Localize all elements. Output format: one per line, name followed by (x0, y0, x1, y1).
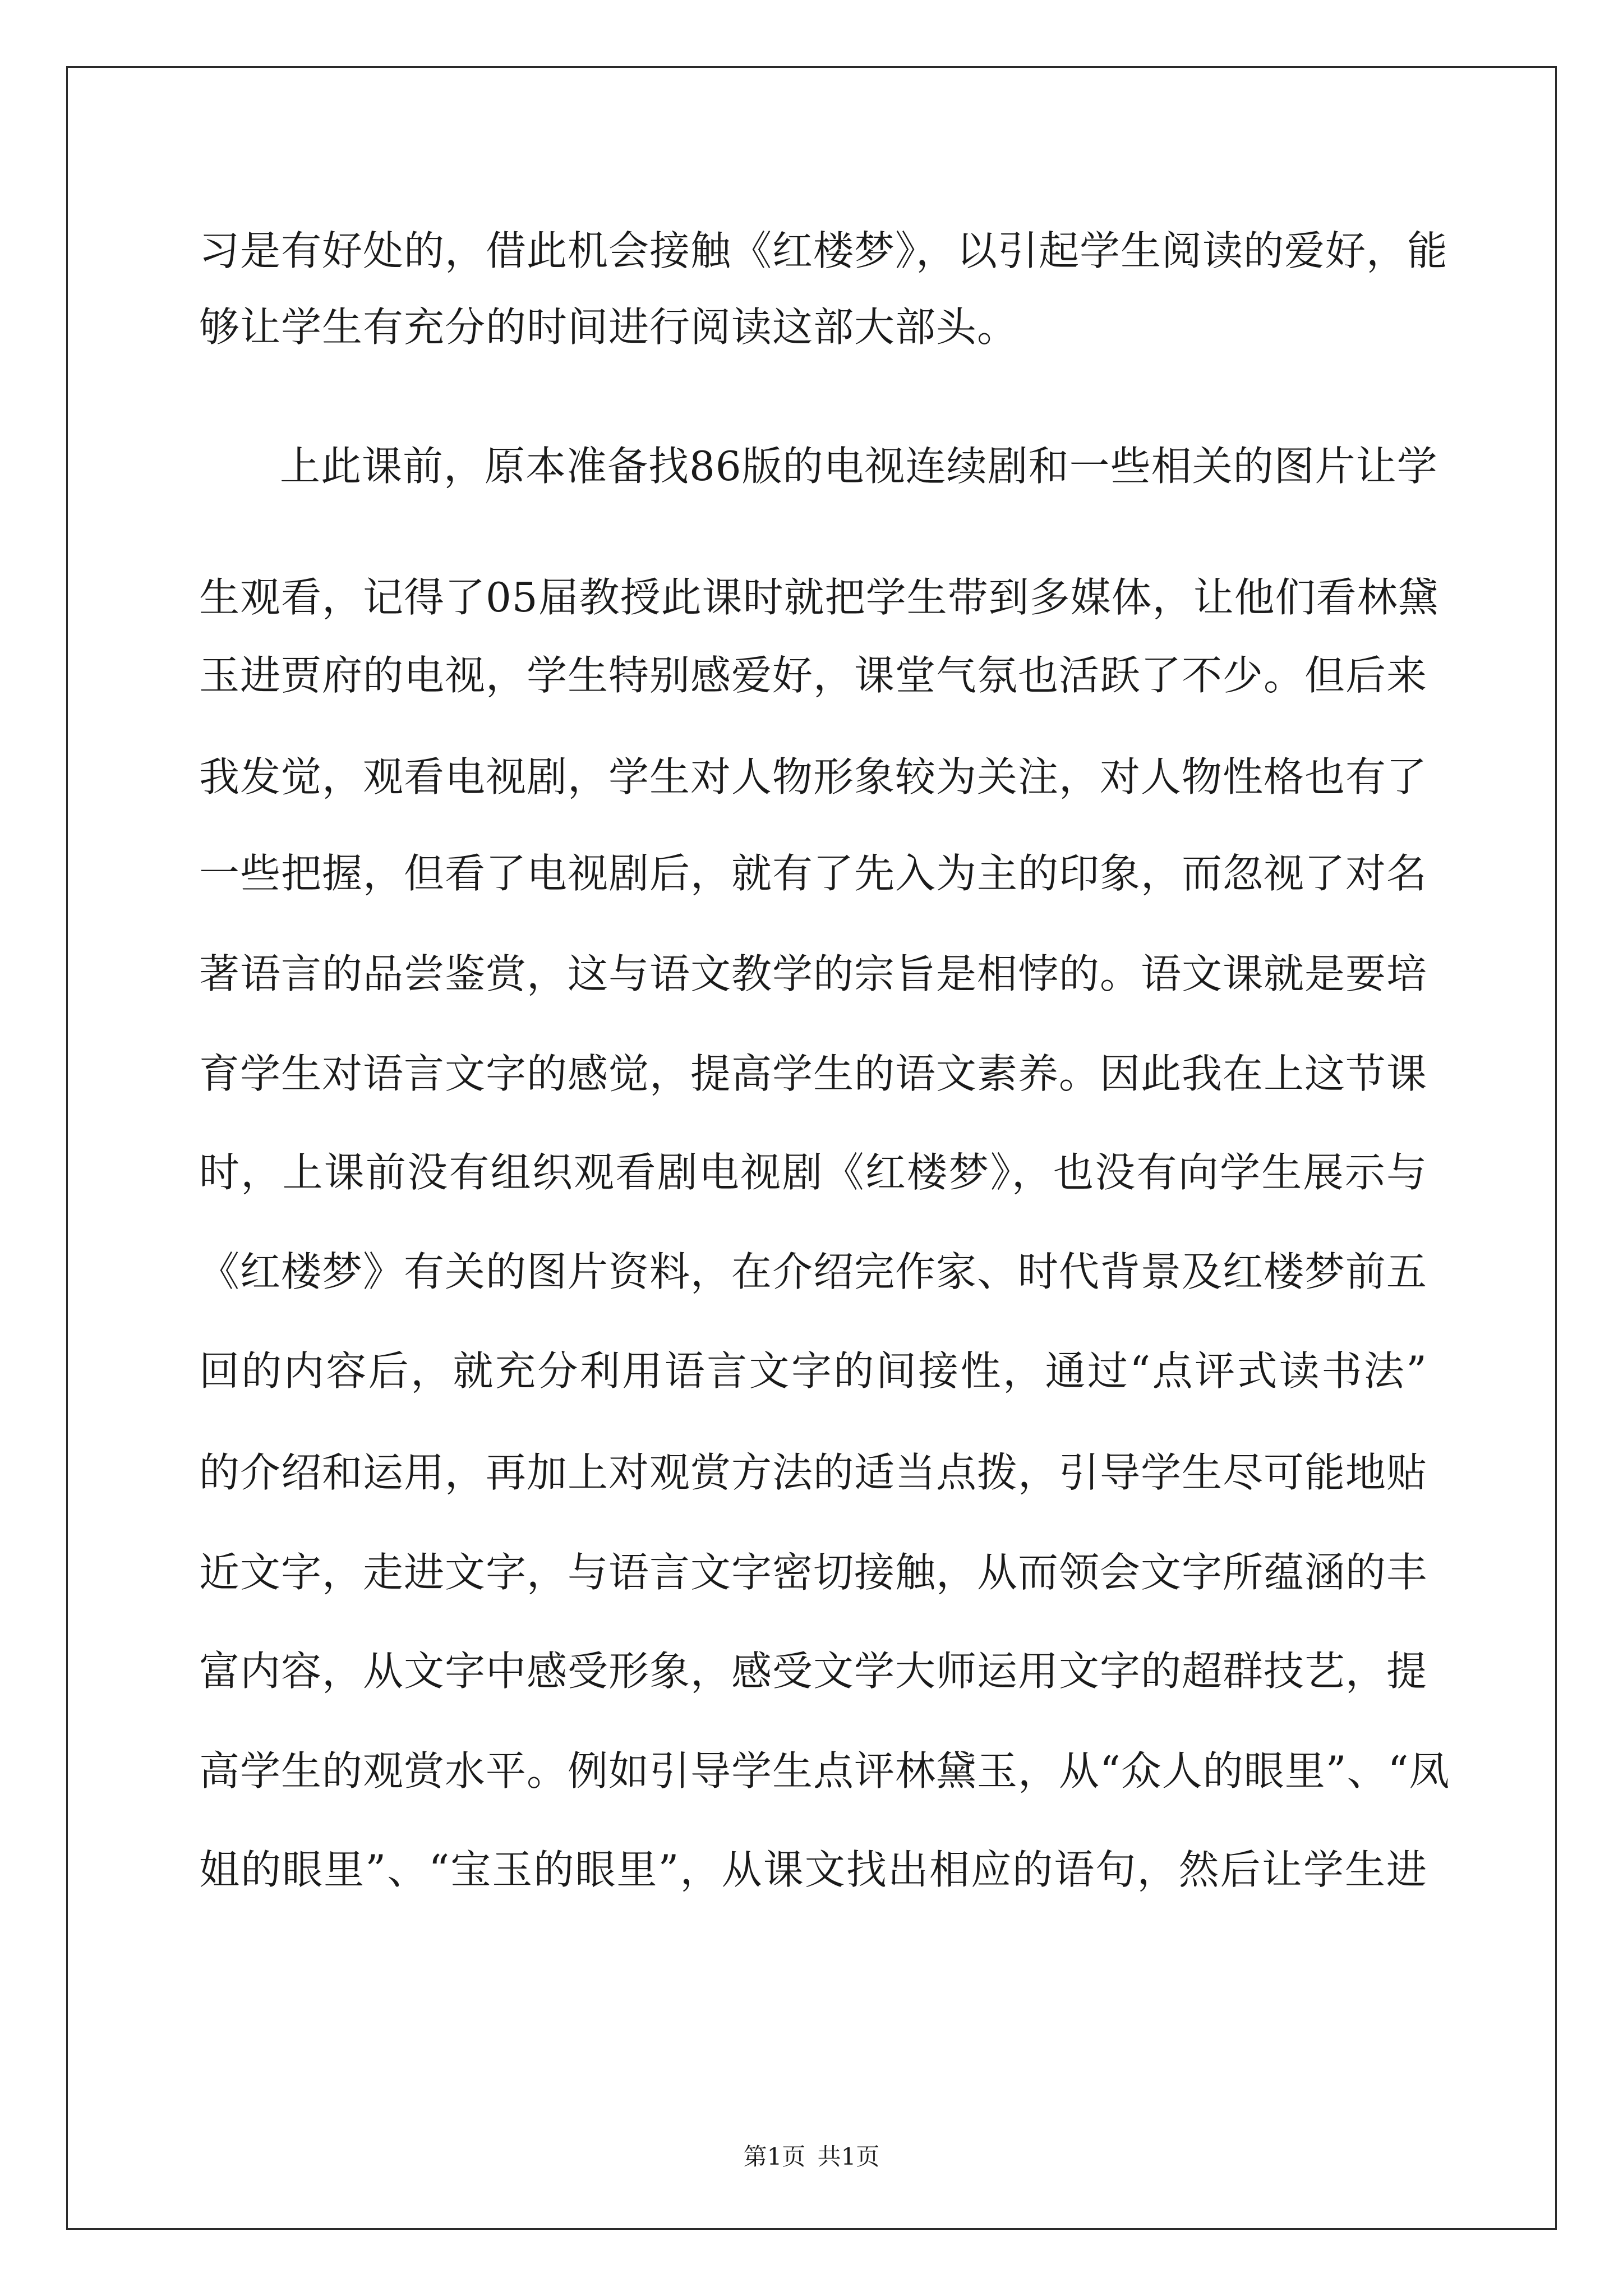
text-line: 生观看，记得了05届教授此课时就把学生带到多媒体，让他们看林黛 (199, 574, 1439, 621)
text-line: 近文字，走进文字，与语言文字密切接触，从而领会文字所蕴涵的丰 (199, 1549, 1428, 1596)
page-footer (0, 2140, 1623, 2174)
text-line: 时，上课前没有组织观看剧电视剧《红楼梦》，也没有向学生展示与 (199, 1149, 1427, 1196)
text-line: 我发觉，观看电视剧，学生对人物形象较为关注，对人物性格也有了 (199, 753, 1428, 800)
text-line: 《红楼梦》有关的图片资料，在介绍完作家、时代背景及红楼梦前五 (199, 1248, 1428, 1295)
text-line: 高学生的观赏水平。例如引导学生点评林黛玉，从“众人的眼里”、“凤 (199, 1747, 1450, 1795)
page-total: 共1页 (817, 2143, 880, 2170)
text-line: 回的内容后，就充分利用语言文字的间接性，通过“点评式读书法” (199, 1347, 1427, 1395)
page-number: 第1页 (743, 2143, 806, 2170)
paragraph-start-line: 上此课前，原本准备找86版的电视连续剧和一些相关的图片让学 (280, 443, 1438, 490)
text-line: 姐的眼里”、“宝玉的眼里”，从课文找出相应的语句，然后让学生进 (199, 1846, 1427, 1893)
text-line: 够让学生有充分的时间进行阅读这部大部头。 (199, 303, 1018, 351)
text-line: 著语言的品尝鉴赏，这与语文教学的宗旨是相悖的。语文课就是要培 (199, 950, 1428, 997)
text-line: 育学生对语言文字的感觉，提高学生的语文素养。因此我在上这节课 (199, 1050, 1428, 1097)
text-line: 的介绍和运用，再加上对观赏方法的适当点拨，引导学生尽可能地贴 (199, 1449, 1428, 1496)
text-line: 一些把握，但看了电视剧后，就有了先入为主的印象，而忽视了对名 (199, 850, 1428, 897)
text-line: 玉进贾府的电视，学生特别感爱好，课堂气氛也活跃了不少。但后来 (199, 652, 1428, 699)
text-line: 习是有好处的，借此机会接触《红楼梦》，以引起学生阅读的爱好，能 (199, 227, 1449, 274)
text-line: 富内容，从文字中感受形象，感受文学大师运用文字的超群技艺，提 (199, 1648, 1428, 1695)
